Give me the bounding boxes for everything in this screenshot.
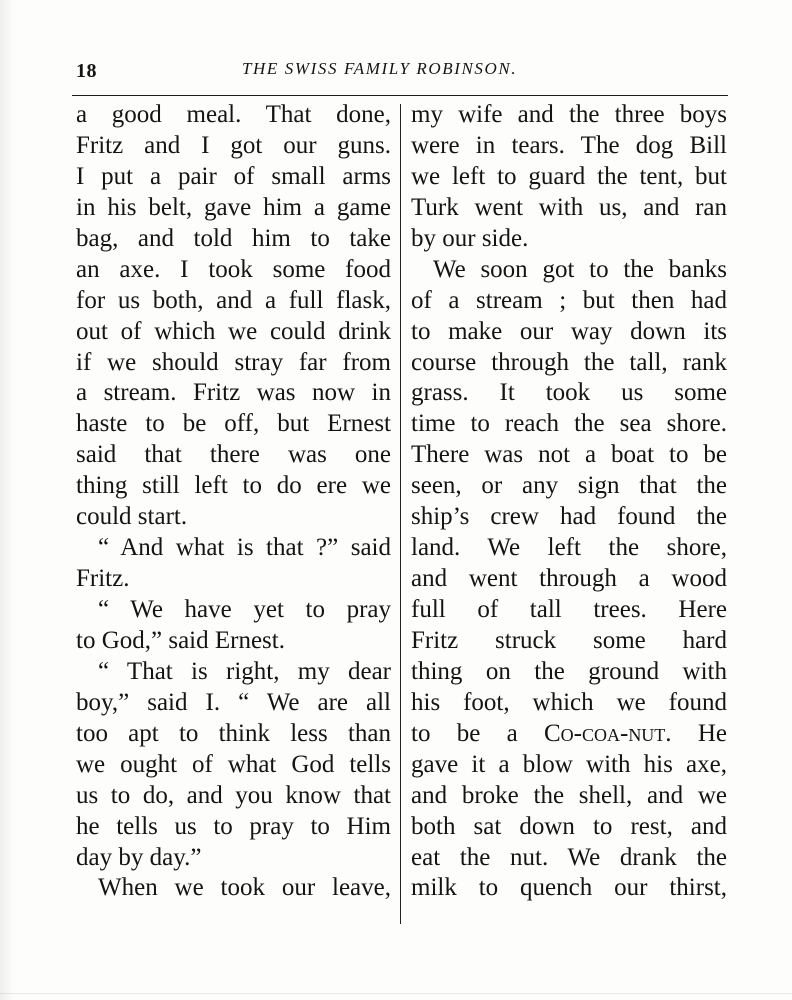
text-line: a good meal. That done,: [76, 101, 391, 128]
page-bottom-edge: [0, 993, 792, 994]
text-line: time to reach the sea shore.: [411, 410, 727, 438]
text-line: “ And what is that ?” said: [98, 534, 391, 562]
text-line: he tells us to pray to Him: [76, 812, 391, 840]
text-line: boy,” said I. “ We are all: [76, 688, 391, 716]
text-line: us to do, and you know that: [76, 781, 391, 809]
text-line: seen, or any sign that the: [411, 472, 727, 500]
text-line: course through the tall, rank: [411, 348, 727, 376]
text-line: haste to be off, but Ernest: [76, 410, 391, 438]
text-line: bag, and told him to take: [76, 224, 391, 252]
text-line: out of which we could drink: [76, 317, 391, 345]
text-line: my wife and the three boys: [411, 101, 727, 128]
text-line: I put a pair of small arms: [76, 162, 391, 190]
text-line: ship’s crew had found the: [411, 503, 727, 531]
text-line: if we should stray far from: [76, 348, 391, 376]
text-line: We soon got to the banks: [433, 255, 727, 283]
left-text-column: [76, 100, 391, 904]
text-line: Fritz.: [76, 565, 130, 593]
page-header: [72, 56, 732, 86]
text-line: day by day.”: [76, 843, 202, 871]
text-line: to God,” said Ernest.: [76, 626, 285, 654]
right-text-column: [411, 100, 727, 904]
text-line: thing still left to do ere we: [76, 472, 391, 500]
text-line: “ We have yet to pray: [98, 596, 391, 623]
text-line: said that there was one: [76, 441, 391, 469]
text-line: thing on the ground with: [411, 657, 727, 685]
text-line: eat the nut. We drank the: [411, 843, 727, 871]
text-line: “ That is right, my dear: [98, 657, 391, 685]
text-line: Fritz and I got our guns.: [76, 131, 391, 159]
text-line: for us both, and a full flask,: [76, 286, 391, 314]
text-line: and broke the shell, and we: [411, 781, 727, 809]
text-line: milk to quench our thirst,: [411, 874, 727, 902]
text-line: to make our way down its: [411, 317, 727, 345]
text-line: were in tears. The dog Bill: [411, 131, 727, 159]
text-line: of a stream ; but then had: [411, 286, 727, 314]
text-line: When we took our leave,: [98, 874, 391, 902]
text-line: There was not a boat to be: [411, 441, 727, 469]
text-line: both sat down to rest, and: [411, 812, 727, 840]
header-rule: [72, 95, 728, 96]
text-line: land. We left the shore,: [411, 534, 727, 562]
text-line: we ought of what God tells: [76, 750, 391, 778]
text-line: we left to guard the tent, but: [411, 162, 727, 190]
text-line: [411, 719, 727, 750]
text-line: gave it a blow with his axe,: [411, 750, 727, 778]
text-line: too apt to think less than: [76, 719, 391, 747]
column-divider: [400, 104, 401, 924]
text-line: his foot, which we found: [411, 688, 727, 716]
running-title: THE SWISS FAMILY ROBINSON.: [242, 59, 518, 78]
text-line-segment: to be a: [411, 719, 544, 747]
text-line: Fritz struck some hard: [411, 626, 727, 654]
text-line: could start.: [76, 503, 188, 531]
page-number: 18: [76, 60, 97, 82]
text-line: Turk went with us, and ran: [411, 193, 727, 221]
small-caps-word: Co-coa-nut.: [543, 719, 672, 747]
text-line-segment: He: [671, 719, 727, 747]
text-line: an axe. I took some food: [76, 255, 391, 283]
text-line: a stream. Fritz was now in: [76, 379, 391, 407]
text-line: grass. It took us some: [411, 379, 727, 407]
text-line: and went through a wood: [411, 565, 727, 593]
text-line: by our side.: [411, 224, 529, 252]
text-line: full of tall trees. Here: [411, 596, 727, 623]
scan-edge-shadow: [0, 0, 14, 1000]
text-line: in his belt, gave him a game: [76, 193, 391, 221]
